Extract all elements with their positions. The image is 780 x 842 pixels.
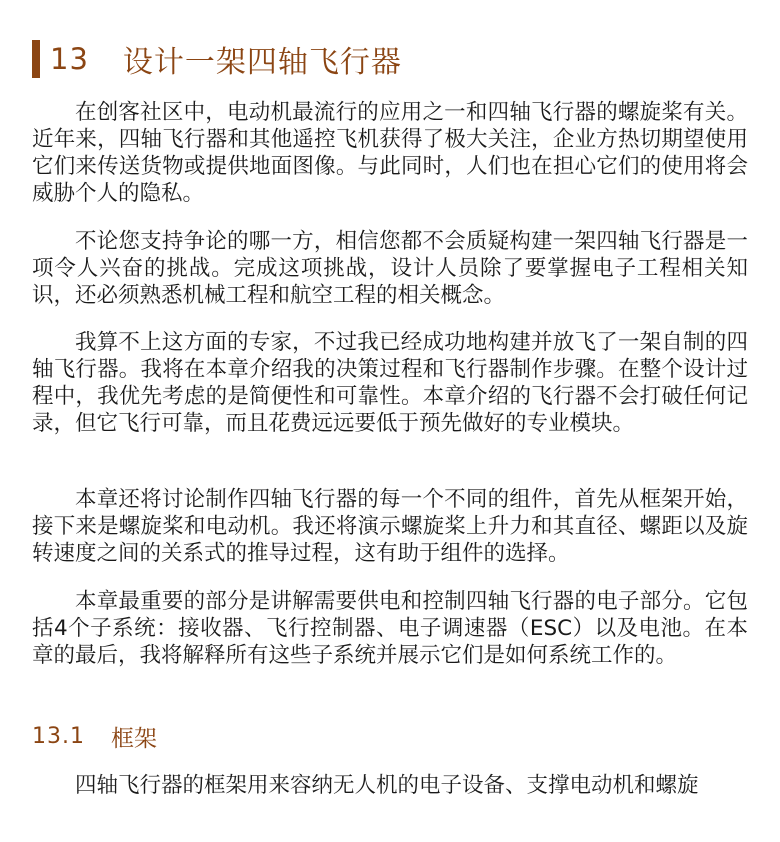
paragraph-components: 本章还将讨论制作四轴飞行器的每一个不同的组件，首先从框架开始，接下来是螺旋桨和电动机。我还将演示螺旋桨上升力和其直径、螺距以及旋转速度之间的关系式的推导过程，这有助于组件的选择。 [32,487,748,566]
section-title: 框架 [110,726,157,752]
paragraph-author-experience: 我算不上这方面的专家，不过我已经成功地构建并放飞了一架自制的四轴飞行器。我将在本章介绍我的决策过程和飞行器制作步骤。在整个设计过程中，我优先考虑的是简便性和可靠性。本章介绍的飞行器不会打破任何记录，但它飞行可靠，而且花费远远要低于预先做好的专业模块。 [32,330,748,436]
chapter-accent-bar [32,40,40,78]
chapter-heading [32,38,402,80]
paragraph-electronics: 本章最重要的部分是讲解需要供电和控制四轴飞行器的电子部分。它包括4个子系统：接收器、飞行控制器、电子调速器（ESC）以及电池。在本章的最后，我将解释所有这些子系统并展示它们是如何系统工作的。 [32,589,748,668]
chapter-title: 设计一架四轴飞行器 [122,45,402,80]
section-number: 13.1 [32,724,85,749]
paragraph-intro: 在创客社区中，电动机最流行的应用之一和四轴飞行器的螺旋桨有关。近年来，四轴飞行器和其他遥控飞机获得了极大关注，企业方热切期望使用它们来传送货物或提供地面图像。与此同时，人们也在担心它们的使用将会威胁个人的隐私。 [32,100,748,206]
paragraph-challenge: 不论您支持争论的哪一方，相信您都不会质疑构建一架四轴飞行器是一项令人兴奋的挑战。完成这项挑战，设计人员除了要掌握电子工程相关知识，还必须熟悉机械工程和航空工程的相关概念。 [32,229,748,308]
paragraph-frame: 四轴飞行器的框架用来容纳无人机的电子设备、支撑电动机和螺旋 [75,773,699,798]
chapter-number: 13 [50,42,89,76]
section-heading [32,720,157,753]
